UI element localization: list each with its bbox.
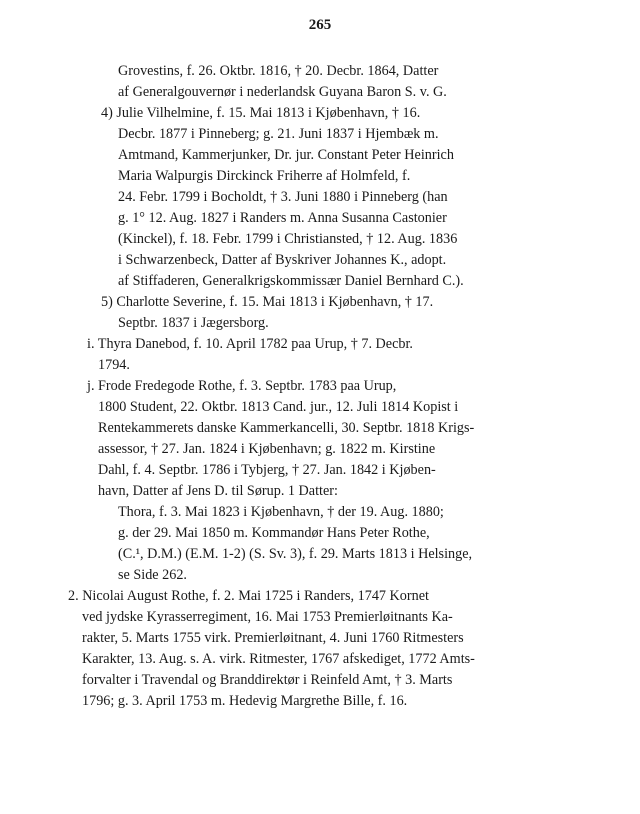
- text-line: Decbr. 1877 i Pinneberg; g. 21. Juni 1837 i Hjembæk m.: [118, 126, 439, 142]
- text-line: 2. Nicolai August Rothe, f. 2. Mai 1725 i Randers, 1747 Kornet: [68, 588, 429, 604]
- text-line: 1800 Student, 22. Oktbr. 1813 Cand. jur., 12. Juli 1814 Kopist i: [98, 399, 459, 415]
- text-line: ved jydske Kyrasserregiment, 16. Mai 1753 Premierløitnants Ka-: [82, 609, 453, 625]
- text-line: Thora, f. 3. Mai 1823 i Kjøbenhavn, † der 19. Aug. 1880;: [118, 504, 444, 520]
- text-line: 4) Julie Vilhelmine, f. 15. Mai 1813 i Kjøbenhavn, † 16.: [101, 105, 421, 121]
- text-line: Amtmand, Kammerjunker, Dr. jur. Constant Peter Heinrich: [118, 147, 454, 163]
- text-line: (Kinckel), f. 18. Febr. 1799 i Christiansted, † 12. Aug. 1836: [118, 231, 458, 247]
- text-line: forvalter i Travendal og Branddirektør i Reinfeld Amt, † 3. Marts: [82, 672, 453, 688]
- text-line: af Generalgouvernør i nederlandsk Guyana Baron S. v. G.: [118, 84, 447, 100]
- text-line: 5) Charlotte Severine, f. 15. Mai 1813 i Kjøbenhavn, † 17.: [101, 294, 434, 310]
- text-line: assessor, † 27. Jan. 1824 i Kjøbenhavn; g. 1822 m. Kirstine: [98, 441, 436, 457]
- page-number: 265: [308, 17, 332, 33]
- text-line: Grovestins, f. 26. Oktbr. 1816, † 20. Decbr. 1864, Datter: [118, 63, 439, 79]
- text-line: 1796; g. 3. April 1753 m. Hedevig Margrethe Bille, f. 16.: [82, 693, 408, 709]
- text-line: Karakter, 13. Aug. s. A. virk. Ritmester, 1767 afskediget, 1772 Amts-: [82, 651, 475, 667]
- text-line: Dahl, f. 4. Septbr. 1786 i Tybjerg, † 27. Jan. 1842 i Kjøben-: [98, 462, 436, 478]
- text-line: af Stiffaderen, Generalkrigskommissær Daniel Bernhard C.).: [118, 273, 464, 289]
- text-line: 24. Febr. 1799 i Bocholdt, † 3. Juni 1880 i Pinneberg (han: [118, 189, 448, 205]
- text-line: j. Frode Fredegode Rothe, f. 3. Septbr. 1783 paa Urup,: [87, 378, 397, 394]
- text-line: 1794.: [98, 357, 130, 373]
- text-line: Maria Walpurgis Dirckinck Friherre af Holmfeld, f.: [118, 168, 411, 184]
- text-line: (C.¹, D.M.) (E.M. 1-2) (S. Sv. 3), f. 29. Marts 1813 i Helsinge,: [118, 546, 473, 562]
- text-line: Septbr. 1837 i Jægersborg.: [118, 315, 269, 331]
- text-line: g. 1° 12. Aug. 1827 i Randers m. Anna Susanna Castonier: [118, 210, 447, 226]
- text-line: rakter, 5. Marts 1755 virk. Premierløitnant, 4. Juni 1760 Ritmesters: [82, 630, 464, 646]
- text-line: Rentekammerets danske Kammerkancelli, 30. Septbr. 1818 Krigs-: [98, 420, 475, 436]
- text-line: se Side 262.: [118, 567, 187, 583]
- text-line: i Schwarzenbeck, Datter af Byskriver Johannes K., adopt.: [118, 252, 447, 268]
- text-line: i. Thyra Danebod, f. 10. April 1782 paa Urup, † 7. Decbr.: [87, 336, 413, 352]
- text-line: havn, Datter af Jens D. til Sørup. 1 Datter:: [98, 483, 338, 499]
- text-line: g. der 29. Mai 1850 m. Kommandør Hans Peter Rothe,: [118, 525, 430, 541]
